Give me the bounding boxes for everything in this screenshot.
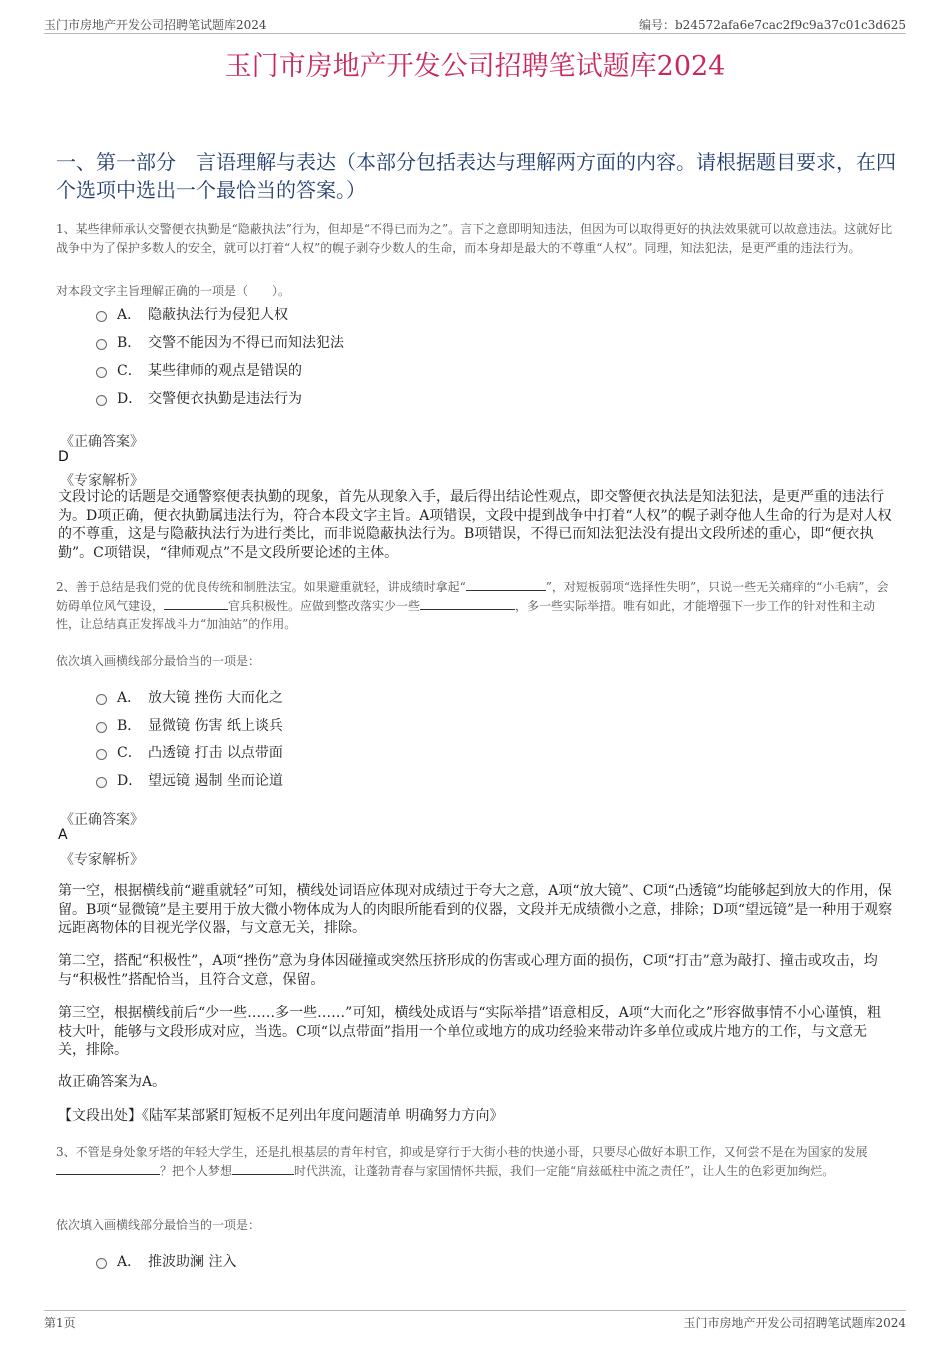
radio-icon[interactable]: [96, 395, 107, 406]
q1-answer: D: [58, 449, 69, 465]
blank-2: [232, 1162, 294, 1175]
radio-icon[interactable]: [96, 749, 107, 760]
radio-icon[interactable]: [96, 339, 107, 350]
header-doc-id: 编号：b24572afa6e7cac2f9c9a37c01c3d625: [639, 18, 906, 32]
q2-option-a[interactable]: A． 放大镜 挫伤 大而化之: [96, 687, 283, 707]
radio-icon[interactable]: [96, 722, 107, 733]
question-1-prompt: 对本段文字主旨理解正确的一项是（ ）。: [56, 284, 291, 298]
q2-source: 【文段出处】《陆军某部紧盯短板不足列出年度问题清单 明确努力方向》: [58, 1108, 504, 1124]
q2-option-c[interactable]: C． 凸透镜 打击 以点带面: [96, 742, 283, 762]
footer-divider: [44, 1310, 906, 1311]
question-2-text: 2、善于总结是我们党的优良传统和制胜法宝。如果避重就轻，讲成绩时拿起“ ”，对短板弱项“选择性失明”，只说一些无关痛痒的“小毛病”，会妨碍单位风气建设， 官兵积极性。应做到整改落实少一些 ，多一些实际举措。唯有如此，才能增强下一步工作的针对性和主动性，让总结真正发挥战斗力“加油站”的作用。: [56, 580, 889, 631]
q1-answer-label: 《正确答案》: [60, 434, 144, 450]
q2-option-d[interactable]: D． 望远镜 遏制 坐而论道: [96, 770, 283, 790]
question-1-text: 1、某些律师承认交警便衣执勤是“隐蔽执法”行为，但却是“不得已而为之”。言下之意即明知违法，但因为可以取得更好的执法效果就可以故意违法。这就好比战争中为了保护多数人的安全，就可以打着“人权”的幌子剥夺少数人的生命，而本身却是最大的不尊重“人权”。同理，知法犯法，是更严重的违法行为。: [56, 222, 893, 255]
q2-analysis-para-4: 故正确答案为A。: [58, 1074, 167, 1090]
q2-analysis-para-2: 第二空，搭配“积极性”，A项“挫伤”意为身体因碰撞或突然压挤形成的伤害或心理方面的损伤，C项“打击”意为敲打、撞击或攻击，均与“积极性”搭配恰当，且符合文意，保留。: [58, 953, 878, 988]
q2-option-b[interactable]: B． 显微镜 伤害 纸上谈兵: [96, 715, 283, 735]
question-3-text: 3、不管是身处象牙塔的年轻大学生，还是扎根基层的青年村官，抑或是穿行于大街小巷的快递小哥，只要尽心做好本职工作，又何尝不是在为国家的发展？把个人梦想 时代洪流，让蓬勃青春与家国情怀共振，我们一定能“肩兹砥柱中流之责任”，让人生的色彩更加绚烂。: [56, 1145, 868, 1178]
radio-icon[interactable]: [96, 311, 107, 322]
q1-analysis-label: 《专家解析》: [60, 473, 144, 489]
q3-option-a[interactable]: A． 推波助澜 注入: [96, 1251, 236, 1271]
q2-answer: A: [58, 827, 68, 843]
q2-analysis-label: 《专家解析》: [60, 852, 144, 868]
section-heading: 一、第一部分 言语理解与表达（本部分包括表达与理解两方面的内容。请根据题目要求，在四个选项中选出一个最恰当的答案。）: [56, 150, 896, 202]
radio-icon[interactable]: [96, 777, 107, 788]
q1-option-d[interactable]: D． 交警便衣执勤是违法行为: [96, 388, 302, 408]
blank-2: [164, 597, 228, 610]
footer-doc-title: 玉门市房地产开发公司招聘笔试题库2024: [683, 1316, 906, 1330]
q1-option-a[interactable]: A． 隐蔽执法行为侵犯人权: [96, 304, 288, 324]
radio-icon[interactable]: [96, 367, 107, 378]
header-divider: [44, 33, 906, 34]
blank-1: [56, 1162, 160, 1175]
question-2-prompt: 依次填入画横线部分最恰当的一项是：: [56, 654, 261, 668]
blank-3: [420, 597, 515, 610]
radio-icon[interactable]: [96, 1258, 107, 1269]
q1-analysis: 文段讨论的话题是交通警察便表执勤的现象，首先从现象入手，最后得出结论性观点，即交警便衣执法是知法犯法，是更严重的违法行为。D项正确，便衣执勤属违法行为，符合本段文字主旨。A项错误，文段中提到战争中打着“人权”的幌子剥夺他人生命的行为是对人权的不尊重，这是与隐蔽执法行为进行类比，而非说隐蔽执法行为。B项错误，不得已而知法犯法没有提出文段所述的重心，即“便衣执勤”。C项错误，“律师观点”不是文段所要论述的主体。: [58, 489, 892, 561]
q1-option-c[interactable]: C． 某些律师的观点是错误的: [96, 360, 302, 380]
radio-icon[interactable]: [96, 694, 107, 705]
q1-option-b[interactable]: B． 交警不能因为不得已而知法犯法: [96, 332, 344, 352]
header-doc-title: 玉门市房地产开发公司招聘笔试题库2024: [44, 18, 267, 32]
page-title: 玉门市房地产开发公司招聘笔试题库2024: [224, 51, 726, 82]
blank-1: [466, 578, 546, 591]
footer-page-number: 第1页: [44, 1316, 76, 1330]
question-3-prompt: 依次填入画横线部分最恰当的一项是：: [56, 1218, 261, 1232]
q2-analysis-para-1: 第一空，根据横线前“避重就轻”可知，横线处词语应体现对成绩过于夸大之意，A项“放大镜”、C项“凸透镜”均能够起到放大的作用，保留。B项“显微镜”是主要用于放大微小物体成为人的肉眼所能看到的仪器，文段并无成绩微小之意，排除；D项“望远镜”是一种用于观察远距离物体的目视光学仪器，与文意无关，排除。: [58, 883, 893, 936]
q2-analysis-para-3: 第三空，根据横线前后“少一些……多一些……”可知，横线处成语与“实际举措”语意相反，A项“大而化之”形容做事情不小心谨慎，粗枝大叶，能够与文段形成对应，当选。C项“以点带面”指用一个单位或地方的成功经验来带动许多单位或成片地方的工作，与文意无关，排除。: [58, 1005, 882, 1058]
q2-answer-label: 《正确答案》: [60, 812, 144, 828]
